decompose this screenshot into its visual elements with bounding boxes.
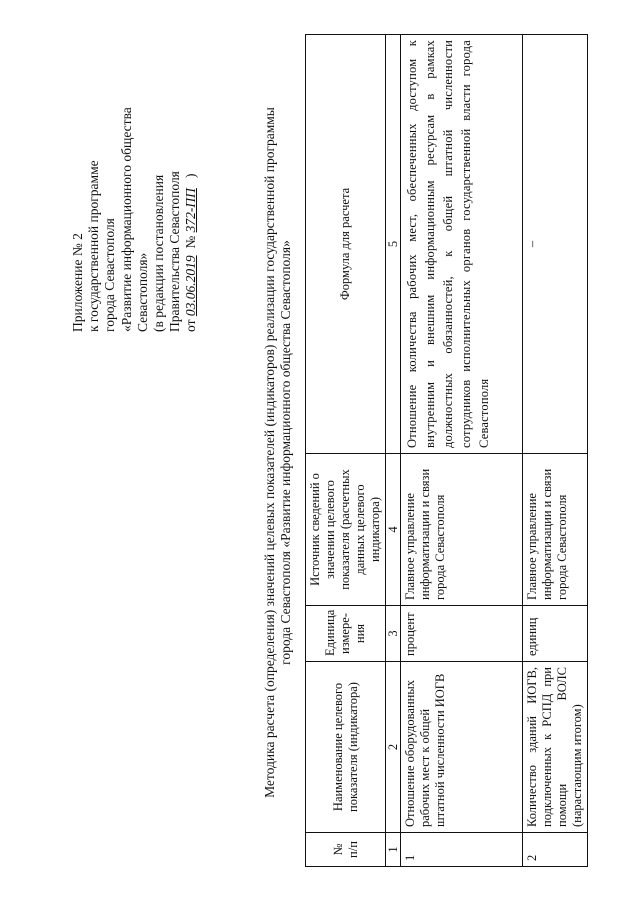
row-num: 2 (523, 833, 588, 867)
annex-line: города Севастополя (102, 218, 118, 332)
row-unit: единиц (523, 606, 588, 662)
column-number: 1 (386, 833, 401, 867)
row-source: Главное управление информатизации и связи города Севастополя (401, 454, 523, 606)
row-formula: Отношение количества рабочих мест, обеспеченных доступом к внутренним и внешним информационным ресурсам в рамках должностных обязанностей, к общей штатной численности сотрудников исполнительных органов государственной власти города Севастополя (401, 35, 523, 454)
annex-line: Правительства Севастополя (167, 171, 183, 332)
header-cell-name: Наименование целевого показателя (индикатора) (306, 662, 386, 833)
table-header-row (306, 35, 386, 867)
annex-line: «Развитие информационного общества (118, 107, 134, 332)
header-cell-num: № п/п (306, 833, 386, 867)
row-source: Главное управление информатизации и связи города Севастополя (523, 454, 588, 606)
annex-line: (в редакции постановления (151, 174, 167, 332)
row-formula: – (523, 35, 588, 454)
column-number: 5 (386, 35, 401, 454)
header-cell-formula: Формула для расчета (306, 35, 386, 454)
row-name: Отношение оборудованных рабочих мест к общей штатной численности ИОГВ (401, 662, 523, 833)
annex-line: к государственной программе (86, 160, 102, 332)
annex-block (70, 32, 200, 332)
date-prefix: от (183, 319, 199, 332)
resolution-date: 03.06.2019 (183, 255, 199, 317)
column-number: 3 (386, 606, 401, 662)
row-num: 1 (401, 833, 523, 867)
row-unit: процент (401, 606, 523, 662)
resolution-number: 372-ПП (183, 188, 199, 233)
header-cell-source: Источник сведений о значении целевого показателя (расчетных данных целевого индикатора) (306, 454, 386, 606)
annex-date-line: от 03.06.2019 № 372-ПП ) (183, 173, 199, 332)
indicators-table (305, 34, 588, 867)
number-prefix: № (183, 235, 199, 249)
column-number: 4 (386, 454, 401, 606)
title-line: Методика расчета (определения) значений целевых показателей (индикаторов) реализации государственной программы (262, 107, 277, 798)
column-number: 2 (386, 662, 401, 833)
table-row (523, 35, 588, 867)
table-row (401, 35, 523, 867)
header-cell-unit: Единица измере-ния (306, 606, 386, 662)
title-line: города Севастополя «Развитие информационного общества Севастополя» (278, 240, 293, 665)
annex-line: Приложение № 2 (70, 233, 85, 332)
row-name: Количество зданий ИОГВ, подключенных к РСПД при помощи ВОЛС (нарастающим итогом) (523, 662, 588, 833)
column-number-row (386, 35, 401, 867)
document-title (262, 30, 294, 875)
annex-line: Севастополя» (134, 252, 150, 332)
